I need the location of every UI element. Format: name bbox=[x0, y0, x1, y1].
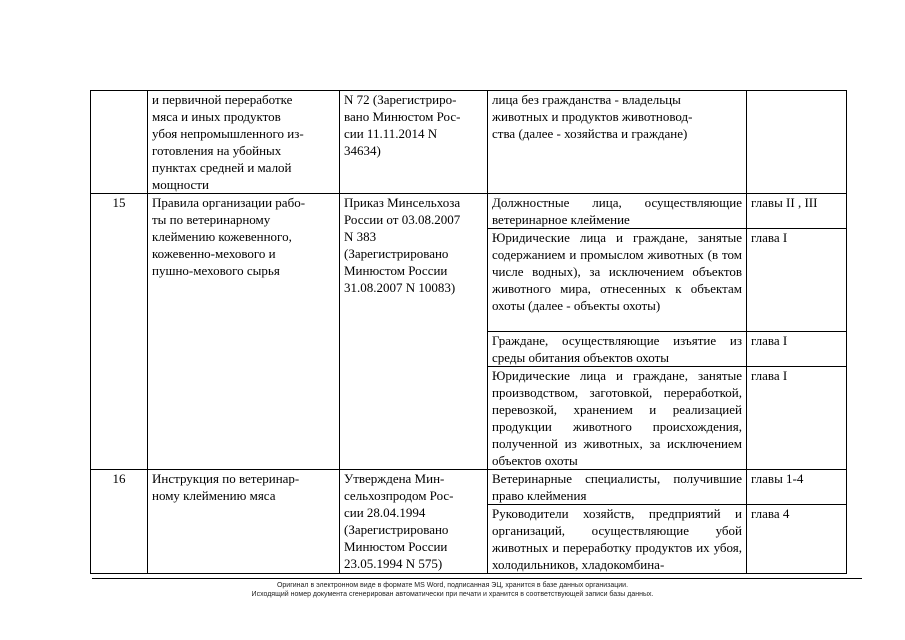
footer-note-line-1: Оригинал в электронном виде в формате MS Word, подписанная ЭЦ, хранится в базе данных организации. bbox=[276, 582, 629, 589]
scope-cell bbox=[747, 91, 847, 194]
subject-cell: Граждане, осуществляющие изъятие из среды обитания объектов охоты bbox=[488, 332, 747, 367]
row-number-cell: 15 bbox=[91, 194, 148, 470]
scope-cell: глава 4 bbox=[747, 505, 847, 574]
legal-act-cell: Приказ Минсельхоза России от 03.08.2007 N 383 (Зарегистрировано Минюстом России 31.08.2007 N 10083) bbox=[340, 194, 488, 470]
footer-divider bbox=[92, 578, 862, 579]
scope-cell: глава I bbox=[747, 367, 847, 470]
scope-cell: главы 1-4 bbox=[747, 470, 847, 505]
subject-cell: Должностные лица, осуществляющие ветеринарное клеймение bbox=[488, 194, 747, 229]
row-number-cell bbox=[91, 91, 148, 194]
table-row bbox=[91, 194, 847, 229]
row-number-cell: 16 bbox=[91, 470, 148, 574]
footer-note-line-2: Исходящий номер документа сгенерирован автоматически при печати и хранится в соответствующей записи базы данных. bbox=[251, 591, 654, 598]
regulations-table bbox=[90, 90, 847, 574]
scope-cell: главы II , III bbox=[747, 194, 847, 229]
scope-cell: глава I bbox=[747, 229, 847, 332]
subject-cell: Юридические лица и граждане, занятые производством, заготовкой, переработкой, перевозкой, хранением и реализацией продукции животного происхождения, полученной из животных, за исключением объектов охоты bbox=[488, 367, 747, 470]
subject-cell: Юридические лица и граждане, занятые содержанием и промыслом животных (в том числе водных), за исключением объектов животного мира, отнесенных к объектам охоты (далее - объекты охоты) bbox=[488, 229, 747, 332]
scope-cell: глава I bbox=[747, 332, 847, 367]
subject-cell: лица без гражданства - владельцы животных и продуктов животновод- ства (далее - хозяйства и граждане) bbox=[488, 91, 747, 194]
subject-cell: Ветеринарные специалисты, получившие право клеймения bbox=[488, 470, 747, 505]
legal-act-cell: N 72 (Зарегистриро- вано Минюстом Рос- сии 11.11.2014 N 34634) bbox=[340, 91, 488, 194]
document-name-cell: Правила организации рабо- ты по ветеринарному клеймению кожевенного, кожевенно-мехового и пушно-мехового сырья bbox=[148, 194, 340, 470]
document-name-cell: и первичной переработке мяса и иных продуктов убоя непромышленного из- готовления на убойных пунктах средней и малой мощности bbox=[148, 91, 340, 194]
table-row bbox=[91, 470, 847, 505]
document-name-cell: Инструкция по ветеринар- ному клеймению мяса bbox=[148, 470, 340, 574]
table-row bbox=[91, 91, 847, 194]
legal-act-cell: Утверждена Мин- сельхозпродом Рос- сии 28.04.1994 (Зарегистрировано Минюстом России 23.05.1994 N 575) bbox=[340, 470, 488, 574]
subject-cell: Руководители хозяйств, предприятий и организаций, осуществляющие убой животных и переработку продуктов их убоя, холодильников, хладокомбина- bbox=[488, 505, 747, 574]
